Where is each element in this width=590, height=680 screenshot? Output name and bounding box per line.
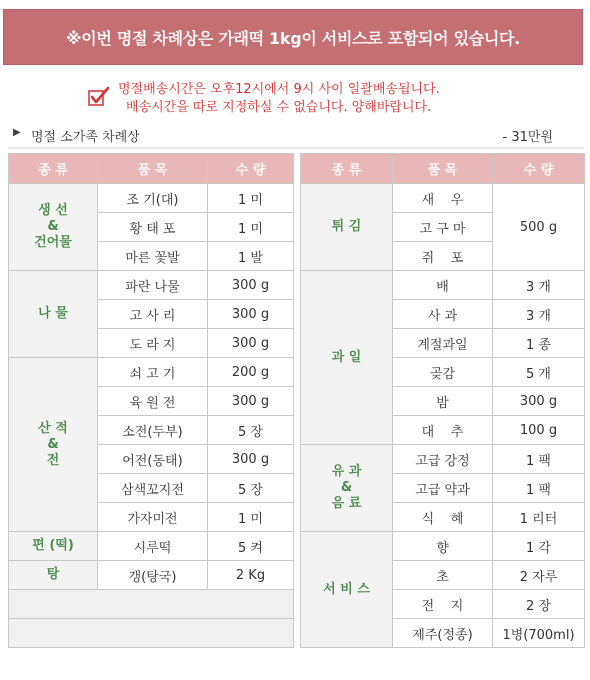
- table-row-blank: [9, 619, 294, 648]
- qty-cell: 300 g: [493, 387, 585, 416]
- qty-cell: 2 Kg: [208, 561, 294, 590]
- qty-cell: 1 발: [208, 242, 294, 271]
- item-cell: 고급 강정: [393, 445, 493, 474]
- header-qty: 수 량: [208, 154, 294, 184]
- item-cell: 곶감: [393, 358, 493, 387]
- qty-cell: 200 g: [208, 358, 294, 387]
- qty-cell: 300 g: [208, 271, 294, 300]
- item-cell: 어전(동태): [98, 445, 208, 474]
- qty-cell: 1 미: [208, 503, 294, 532]
- qty-cell: 5 장: [208, 474, 294, 503]
- triangle-bullet-icon: ▶: [13, 127, 21, 138]
- qty-cell: 1 종: [493, 329, 585, 358]
- table-header-row: [301, 154, 585, 184]
- blank-cell: [9, 619, 294, 648]
- notice-line-2: 배송시간을 따로 지정하실 수 없습니다. 양해바랍니다.: [126, 100, 432, 115]
- item-cell: 삼색꼬지전: [98, 474, 208, 503]
- category-fish: 생 선 & 건어물: [9, 184, 98, 271]
- item-cell: 배: [393, 271, 493, 300]
- item-cell: 가자미전: [98, 503, 208, 532]
- checkbox-check-icon: [88, 86, 110, 108]
- qty-cell: 300 g: [208, 329, 294, 358]
- table-row: [301, 271, 585, 300]
- item-cell: 향: [393, 532, 493, 561]
- table-row: [9, 184, 294, 213]
- table-row: [301, 445, 585, 474]
- item-cell: 전 지: [393, 590, 493, 619]
- item-cell: 대 추: [393, 416, 493, 445]
- category-fried: 튀 김: [301, 184, 393, 271]
- category-fruit: 과 일: [301, 271, 393, 445]
- menu-table-right: [300, 153, 585, 648]
- qty-cell: 5 장: [208, 416, 294, 445]
- table-row: [301, 532, 585, 561]
- table-row: [9, 532, 294, 561]
- qty-cell: 2 장: [493, 590, 585, 619]
- qty-cell: 300 g: [208, 300, 294, 329]
- category-herbs: 나 물: [9, 271, 98, 358]
- qty-cell: 1 미: [208, 213, 294, 242]
- qty-cell: 300 g: [208, 387, 294, 416]
- table-row: [9, 271, 294, 300]
- header-item: 품 목: [393, 154, 493, 184]
- item-cell: 사 과: [393, 300, 493, 329]
- header-qty: 수 량: [493, 154, 585, 184]
- category-soup: 탕: [9, 561, 98, 590]
- table-row-blank: [9, 590, 294, 619]
- item-cell: 고 사 리: [98, 300, 208, 329]
- header-item: 품 목: [98, 154, 208, 184]
- qty-cell: 300 g: [208, 445, 294, 474]
- item-cell: 계절과일: [393, 329, 493, 358]
- category-service: 서 비 스: [301, 532, 393, 648]
- item-cell: 파란 나물: [98, 271, 208, 300]
- item-cell: 고급 약과: [393, 474, 493, 503]
- blank-cell: [9, 590, 294, 619]
- table-row: [301, 184, 585, 213]
- item-cell: 초: [393, 561, 493, 590]
- item-cell: 갱(탕국): [98, 561, 208, 590]
- item-cell: 제주(정종): [393, 619, 493, 648]
- item-cell: 쥐 포: [393, 242, 493, 271]
- qty-cell: 3 개: [493, 300, 585, 329]
- qty-cell: 1 리터: [493, 503, 585, 532]
- menu-title-row: [13, 126, 553, 144]
- category-rice-cake: 편 (떡): [9, 532, 98, 561]
- qty-cell: 1병(700ml): [493, 619, 585, 648]
- qty-cell: 100 g: [493, 416, 585, 445]
- category-sweets: 유 과 & 음 료: [301, 445, 393, 532]
- item-cell: 황 태 포: [98, 213, 208, 242]
- qty-cell: 3 개: [493, 271, 585, 300]
- divider: [8, 147, 584, 149]
- item-cell: 조 기(대): [98, 184, 208, 213]
- table-row: [9, 358, 294, 387]
- item-cell: 고 구 마: [393, 213, 493, 242]
- item-cell: 시루떡: [98, 532, 208, 561]
- category-skewer: 산 적 & 전: [9, 358, 98, 532]
- qty-cell: 500 g: [493, 184, 585, 271]
- qty-cell: 2 자루: [493, 561, 585, 590]
- item-cell: 밤: [393, 387, 493, 416]
- table-row: [9, 561, 294, 590]
- header-category: 종 류: [301, 154, 393, 184]
- qty-cell: 1 미: [208, 184, 294, 213]
- qty-cell: 5 개: [493, 358, 585, 387]
- menu-table-left: [8, 153, 294, 648]
- banner-text: ※이번 명절 차례상은 가래떡 1kg이 서비스로 포함되어 있습니다.: [66, 28, 520, 48]
- qty-cell: 1 팩: [493, 474, 585, 503]
- item-cell: 소전(두부): [98, 416, 208, 445]
- item-cell: 육 원 전: [98, 387, 208, 416]
- item-cell: 식 혜: [393, 503, 493, 532]
- qty-cell: 1 팩: [493, 445, 585, 474]
- item-cell: 마른 꽃발: [98, 242, 208, 271]
- menu-title: 명절 소가족 차례상: [31, 130, 140, 145]
- qty-cell: 1 각: [493, 532, 585, 561]
- qty-cell: 5 켜: [208, 532, 294, 561]
- item-cell: 새 우: [393, 184, 493, 213]
- item-cell: 도 라 지: [98, 329, 208, 358]
- menu-price: - 31만원: [502, 130, 553, 145]
- service-banner: [3, 9, 583, 65]
- item-cell: 쇠 고 기: [98, 358, 208, 387]
- table-header-row: [9, 154, 294, 184]
- header-category: 종 류: [9, 154, 98, 184]
- notice-line-1: 명절배송시간은 오후12시에서 9시 사이 일괄배송됩니다.: [118, 82, 440, 97]
